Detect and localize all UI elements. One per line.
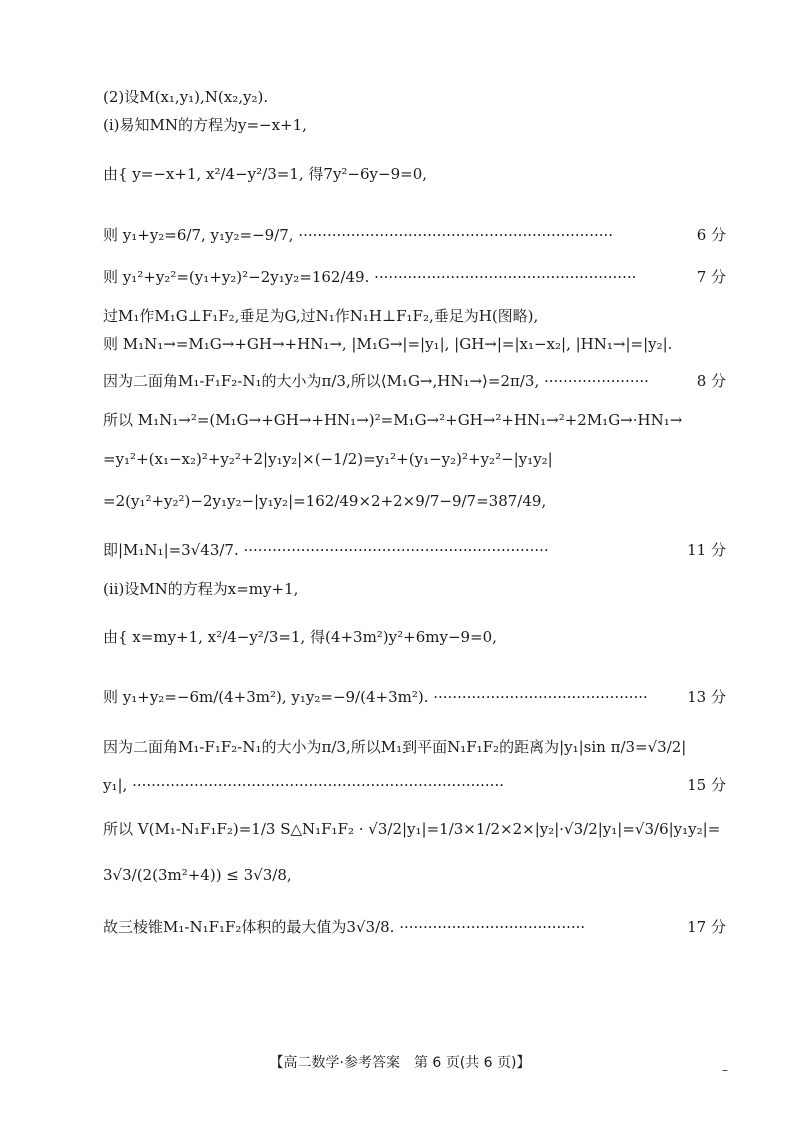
line-ii-volume: 所以 V(M₁-N₁F₁F₂)=1/3 S△N₁F₁F₂ · √3/2|y₁|=1/3×1/2×2×|y₂|·√3/2|y₁|=√3/6|y₁y₂|= xyxy=(103,820,721,838)
line-i-expand-2: =y₁²+(x₁−x₂)²+y₂²+2|y₁y₂|×(−1/2)=y₁²+(y₁−y₂)²+y₂²−|y₁y₂| xyxy=(103,450,553,468)
line-ii-vieta: 则 y₁+y₂=−6m/(4+3m²), y₁y₂=−9/(4+3m²). ············································· xyxy=(103,688,648,706)
score-8: 8 分 xyxy=(696,372,726,390)
line-i-perpendiculars: 过M₁作M₁G⊥F₁F₂,垂足为G,过N₁作N₁H⊥F₁F₂,垂足为H(图略), xyxy=(103,307,539,325)
score-15: 15 分 xyxy=(687,776,726,794)
line-i-system: 由{ y=−x+1, x²/4−y²/3=1, 得7y²−6y−9=0, xyxy=(103,165,428,183)
score-7: 7 分 xyxy=(696,268,726,286)
line-ii-mn-equation: (ⅱ)设MN的方程为x=my+1, xyxy=(103,580,299,598)
score-17: 17 分 xyxy=(687,918,726,936)
line-ii-distance-cont: y₁|, ·············································································· xyxy=(103,776,504,794)
score-11: 11 分 xyxy=(687,541,726,559)
line-i-mn-equation: (ⅰ)易知MN的方程为y=−x+1, xyxy=(103,116,307,134)
line-ii-conclusion: 故三棱锥M₁-N₁F₁F₂体积的最大值为3√3/8. ······································· xyxy=(103,918,586,936)
line-ii-system: 由{ x=my+1, x²/4−y²/3=1, 得(4+3m²)y²+6my−9=0, xyxy=(103,628,497,646)
line-i-vieta: 则 y₁+y₂=6/7, y₁y₂=−9/7, ·································································· xyxy=(103,226,614,244)
page-footer: 【高二数学·参考答案 第 6 页(共 6 页)】 xyxy=(269,1055,531,1071)
line-i-dihedral-angle: 因为二面角M₁-F₁F₂-N₁的大小为π/3,所以⟨M₁G→,HN₁→⟩=2π/3, ······················ xyxy=(103,372,649,390)
line-i-sum-squares: 则 y₁²+y₂²=(y₁+y₂)²−2y₁y₂=162/49. ······················································· xyxy=(103,268,637,286)
line-i-square-expand: 所以 M₁N₁→²=(M₁G→+GH→+HN₁→)²=M₁G→²+GH→²+HN₁→²+2M₁G→·HN₁→ xyxy=(103,411,683,429)
line-i-expand-3: =2(y₁²+y₂²)−2y₁y₂−|y₁y₂|=162/49×2+2×9/7−9/7=387/49, xyxy=(103,492,547,510)
score-6: 6 分 xyxy=(696,226,726,244)
line-i-result: 即|M₁N₁|=3√43/7. ································································ xyxy=(103,541,549,559)
score-13: 13 分 xyxy=(687,688,726,706)
line-i-vector-decomp: 则 M₁N₁→=M₁G→+GH→+HN₁→, |M₁G→|=|y₁|, |GH→|=|x₁−x₂|, |HN₁→|=|y₂|. xyxy=(103,335,673,353)
line-part2-setup: (2)设M(x₁,y₁),N(x₂,y₂). xyxy=(103,88,269,106)
line-ii-distance: 因为二面角M₁-F₁F₂-N₁的大小为π/3,所以M₁到平面N₁F₁F₂的距离为|y₁|sin π/3=√3/2| xyxy=(103,738,687,756)
corner-mark: – xyxy=(722,1063,728,1077)
line-ii-volume-bound: 3√3/(2(3m²+4)) ≤ 3√3/8, xyxy=(103,866,292,884)
